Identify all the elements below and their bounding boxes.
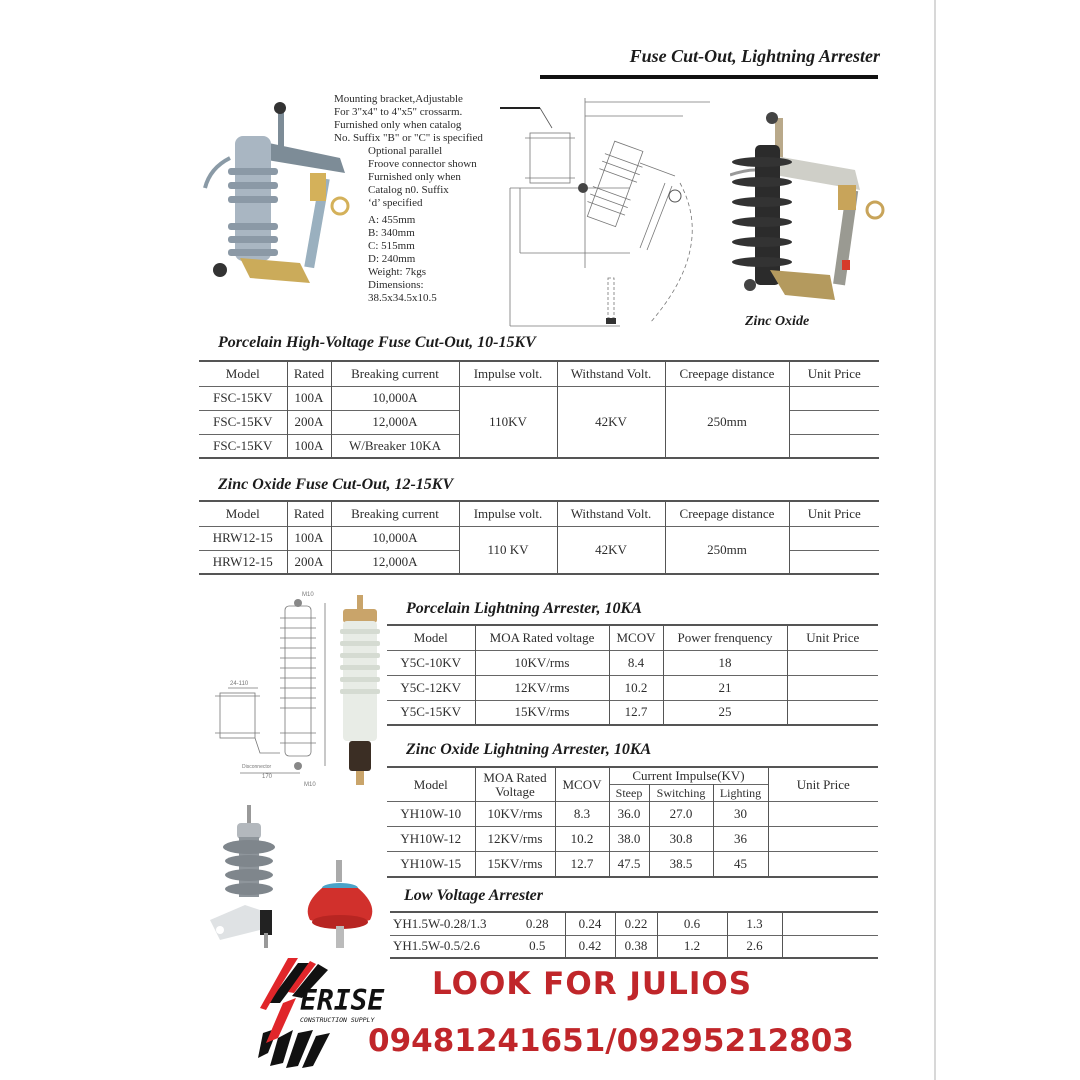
cell-model: FSC-15KV xyxy=(199,410,287,434)
mounting-note xyxy=(334,93,514,145)
brand-name: ERISE xyxy=(300,984,385,1017)
table-row xyxy=(199,526,879,550)
cell-rated: 100A xyxy=(287,526,331,550)
zinc-oxide-fuse-cutout-image xyxy=(730,100,890,300)
cell-value: 0.5 xyxy=(510,935,565,958)
col-moa-rated: MOA Rated Voltage xyxy=(475,767,555,802)
table-row xyxy=(390,912,878,935)
cell-mcov: 12.7 xyxy=(555,852,609,877)
cell-value: 0.22 xyxy=(615,912,657,935)
cell-unit-price xyxy=(789,410,879,434)
cell-switching: 30.8 xyxy=(649,827,713,852)
table-row xyxy=(387,650,878,675)
cell-withstand: 42KV xyxy=(557,386,665,458)
col-mcov: MCOV xyxy=(555,767,609,802)
table-row xyxy=(390,935,878,958)
note-line: Catalog n0. Suffix xyxy=(368,184,449,196)
note-line: Furnished only when catalog xyxy=(334,119,462,131)
col-breaking: Breaking current xyxy=(331,361,459,386)
table-row xyxy=(387,675,878,700)
dimensions-value: 38.5x34.5x10.5 xyxy=(368,292,437,304)
note-line: ‘d’ specified xyxy=(368,197,423,209)
cell-unit-price xyxy=(768,852,878,877)
col-withstand: Withstand Volt. xyxy=(557,361,665,386)
low-voltage-table xyxy=(390,911,878,959)
porcelain-fuse-cutout-image xyxy=(200,98,350,288)
cell-moa: 10KV/rms xyxy=(475,650,609,675)
cell-model: YH10W-10 xyxy=(387,802,475,827)
zinc-fuse-table xyxy=(199,500,879,575)
cell-rated: 200A xyxy=(287,550,331,574)
table-header-row xyxy=(199,361,879,386)
cell-model: Y5C-12KV xyxy=(387,675,475,700)
cell-steep: 38.0 xyxy=(609,827,649,852)
optional-note xyxy=(334,145,514,305)
note-line: Froove connector shown xyxy=(368,158,477,170)
low-voltage-arrester-image xyxy=(300,860,380,955)
cell-model: Y5C-15KV xyxy=(387,700,475,725)
cell-value: 0.24 xyxy=(565,912,615,935)
cell-unit-price xyxy=(768,827,878,852)
zinc-fuse-title: Zinc Oxide Fuse Cut-Out, 12-15KV xyxy=(218,476,454,493)
cell-power: 25 xyxy=(663,700,787,725)
cell-switching: 27.0 xyxy=(649,802,713,827)
title-underline xyxy=(540,75,878,79)
cell-breaking: 12,000A xyxy=(331,410,459,434)
col-model: Model xyxy=(387,625,475,650)
cell-mcov: 8.3 xyxy=(555,802,609,827)
porcelain-arrester-table xyxy=(387,624,878,726)
cell-unit-price xyxy=(789,434,879,458)
note-line: Furnished only when xyxy=(368,171,461,183)
col-unit-price: Unit Price xyxy=(768,767,878,802)
cell-moa: 10KV/rms xyxy=(475,802,555,827)
cell-model: Y5C-10KV xyxy=(387,650,475,675)
cell-power: 21 xyxy=(663,675,787,700)
cell-unit-price xyxy=(782,912,878,935)
col-mcov: MCOV xyxy=(609,625,663,650)
cell-withstand: 42KV xyxy=(557,526,665,574)
cell-mcov: 10.2 xyxy=(609,675,663,700)
table-header-row xyxy=(387,767,878,785)
table-header-row xyxy=(199,501,879,526)
col-unit-price: Unit Price xyxy=(789,361,879,386)
col-model: Model xyxy=(199,361,287,386)
cell-model: FSC-15KV xyxy=(199,434,287,458)
col-model: Model xyxy=(199,501,287,526)
svg-text:Disconnector: Disconnector xyxy=(242,764,272,770)
cell-value: 1.3 xyxy=(727,912,782,935)
m10-bottom-label: M10 xyxy=(304,782,316,788)
page-title: Fuse Cut-Out, Lightning Arrester xyxy=(629,46,880,66)
cell-value: 1.2 xyxy=(657,935,727,958)
cell-model: YH10W-12 xyxy=(387,827,475,852)
table-header-row xyxy=(387,625,878,650)
cell-model: YH1.5W-0.5/2.6 xyxy=(393,938,481,954)
cell-lighting: 45 xyxy=(713,852,768,877)
svg-text:24-110: 24-110 xyxy=(230,681,249,687)
col-breaking: Breaking current xyxy=(331,501,459,526)
contact-phone-numbers[interactable]: 09481241651/09295212803 xyxy=(368,1023,854,1059)
table-row xyxy=(387,827,878,852)
cell-unit-price xyxy=(787,650,878,675)
cell-impulse: 110KV xyxy=(459,386,557,458)
col-withstand: Withstand Volt. xyxy=(557,501,665,526)
cutout-spec-notes xyxy=(334,93,514,305)
table-row xyxy=(199,386,879,410)
col-lighting: Lighting xyxy=(713,785,768,802)
cutout-dimension-diagram xyxy=(500,88,710,328)
dimension-a: A: 455mm xyxy=(368,214,416,226)
cell-unit-price xyxy=(789,386,879,410)
note-line: Optional parallel xyxy=(368,145,443,157)
zinc-oxide-caption: Zinc Oxide xyxy=(745,314,810,329)
cell-value: 0.28 xyxy=(510,912,565,935)
cell-breaking: W/Breaker 10KA xyxy=(331,434,459,458)
table-row xyxy=(387,852,878,877)
weight: Weight: 7kgs xyxy=(368,266,427,278)
col-unit-price: Unit Price xyxy=(787,625,878,650)
col-impulse: Impulse volt. xyxy=(459,361,557,386)
svg-text:170: 170 xyxy=(262,774,273,780)
porcelain-fuse-table xyxy=(199,360,879,459)
cell-moa: 12KV/rms xyxy=(475,675,609,700)
cell-impulse: 110 KV xyxy=(459,526,557,574)
dimension-c: C: 515mm xyxy=(368,240,415,252)
brand-tagline: CONSTRUCTION SUPPLY xyxy=(300,1016,375,1024)
porcelain-fuse-title: Porcelain High-Voltage Fuse Cut-Out, 10-15KV xyxy=(218,334,536,351)
cell-rated: 100A xyxy=(287,386,331,410)
cell-steep: 36.0 xyxy=(609,802,649,827)
note-line: No. Suffix "B" or "C" is specified xyxy=(334,132,483,144)
cell-breaking: 12,000A xyxy=(331,550,459,574)
cell-value: 0.42 xyxy=(565,935,615,958)
cell-rated: 200A xyxy=(287,410,331,434)
col-unit-price: Unit Price xyxy=(789,501,879,526)
cell-value: 0.38 xyxy=(615,935,657,958)
cell-value: 2.6 xyxy=(727,935,782,958)
col-moa-rated: MOA Rated voltage xyxy=(475,625,609,650)
cell-moa: 15KV/rms xyxy=(475,700,609,725)
col-rated: Rated xyxy=(287,501,331,526)
cell-unit-price xyxy=(787,675,878,700)
col-power-frequency: Power frenquency xyxy=(663,625,787,650)
cell-creepage: 250mm xyxy=(665,526,789,574)
cell-breaking: 10,000A xyxy=(331,386,459,410)
cell-moa: 15KV/rms xyxy=(475,852,555,877)
arrester-dimension-drawing xyxy=(200,588,330,788)
table-row xyxy=(387,802,878,827)
zinc-arrester-table xyxy=(387,766,878,878)
cell-unit-price xyxy=(789,526,879,550)
cell-unit-price xyxy=(787,700,878,725)
col-steep: Steep xyxy=(609,785,649,802)
cell-switching: 38.5 xyxy=(649,852,713,877)
cell-value: 0.6 xyxy=(657,912,727,935)
cell-model: FSC-15KV xyxy=(199,386,287,410)
cell-model: HRW12-15 xyxy=(199,550,287,574)
note-line: Mounting bracket,Adjustable xyxy=(334,93,463,105)
col-creepage: Creepage distance xyxy=(665,361,789,386)
note-line: For 3"x4" to 4"x5" crossarm. xyxy=(334,106,463,118)
table-row xyxy=(387,700,878,725)
cell-unit-price xyxy=(782,935,878,958)
col-rated: Rated xyxy=(287,361,331,386)
porcelain-arrester-title: Porcelain Lightning Arrester, 10KA xyxy=(406,600,642,617)
col-model: Model xyxy=(387,767,475,802)
cell-unit-price xyxy=(768,802,878,827)
dimension-d: D: 240mm xyxy=(368,253,416,265)
cell-mcov: 12.7 xyxy=(609,700,663,725)
cell-power: 18 xyxy=(663,650,787,675)
cell-breaking: 10,000A xyxy=(331,526,459,550)
cell-lighting: 30 xyxy=(713,802,768,827)
col-current-impulse: Current Impulse(KV) xyxy=(609,767,768,785)
polymer-arrester-image xyxy=(205,805,295,950)
cell-moa: 12KV/rms xyxy=(475,827,555,852)
cell-rated: 100A xyxy=(287,434,331,458)
col-impulse: Impulse volt. xyxy=(459,501,557,526)
dimension-list xyxy=(368,214,514,305)
cell-lighting: 36 xyxy=(713,827,768,852)
cell-model: YH10W-15 xyxy=(387,852,475,877)
col-creepage: Creepage distance xyxy=(665,501,789,526)
cell-model: YH1.5W-0.28/1.3 xyxy=(393,915,487,931)
cell-steep: 47.5 xyxy=(609,852,649,877)
low-voltage-title: Low Voltage Arrester xyxy=(404,887,543,904)
cell-mcov: 8.4 xyxy=(609,650,663,675)
contact-call-to-action: LOOK FOR JULIOS xyxy=(432,966,753,1002)
cell-mcov: 10.2 xyxy=(555,827,609,852)
dimensions-label: Dimensions: xyxy=(368,279,424,291)
cell-creepage: 250mm xyxy=(665,386,789,458)
page-edge-divider xyxy=(934,0,936,1080)
dimension-b: B: 340mm xyxy=(368,227,415,239)
col-switching: Switching xyxy=(649,785,713,802)
m10-top-label: M10 xyxy=(302,592,314,598)
porcelain-lightning-arrester-image xyxy=(335,595,385,785)
cell-model: HRW12-15 xyxy=(199,526,287,550)
zinc-arrester-title: Zinc Oxide Lightning Arrester, 10KA xyxy=(406,741,652,758)
cell-unit-price xyxy=(789,550,879,574)
